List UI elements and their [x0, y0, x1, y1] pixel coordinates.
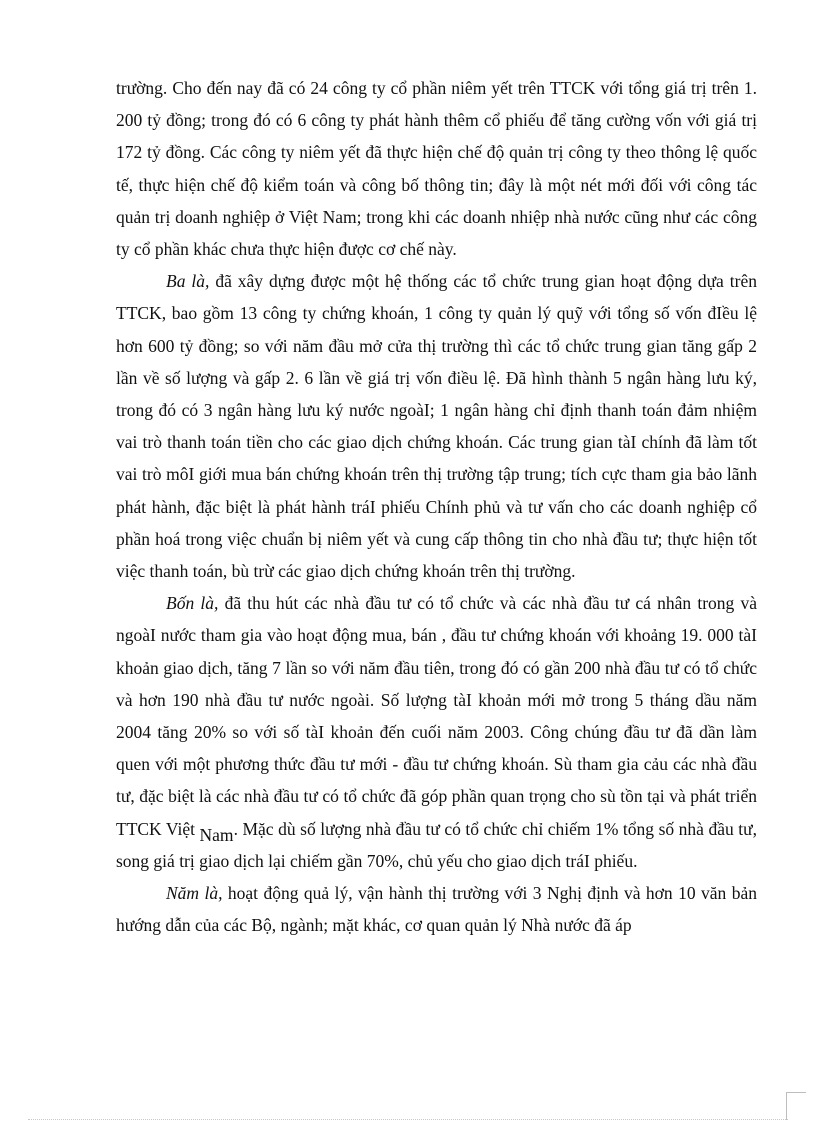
paragraph-lead: Ba là,	[166, 271, 210, 292]
page-corner-mark	[786, 1092, 806, 1093]
subscript-word: Nam	[199, 824, 234, 845]
paragraph-continuation	[116, 72, 757, 265]
paragraph-ba-la	[116, 265, 757, 587]
paragraph-lead: Bốn là,	[166, 593, 219, 614]
paragraph-bon-la	[116, 587, 757, 877]
body-text	[116, 72, 757, 941]
paragraph-text-after: . Mặc dù số lượng nhà đầu tư có tổ chức chỉ chiếm 1% tổng số nhà đầu tư, song giá trị giao dịch lại chiếm gần 70%, chủ yếu cho giao dịch tráI phiếu.	[116, 818, 758, 871]
paragraph-text: đã thu hút các nhà đầu tư có tổ chức và các nhà đầu tư cá nhân trong và ngoàI nước tham gia vào hoạt động mua, bán , đầu tư chứng khoán với khoảng 19. 000 tàI khoản giao dịch, tăng 7 lần so với năm đầu tiên, trong đó có gần 200 nhà đầu tư có tổ chức và hơn 190 nhà đầu tư nước ngoài. Số lượng tàI khoản mới mở trong 5 tháng dầu năm 2004 tăng 20% so với số tàI khoản đến cuối năm 2003. Công chúng đầu tư đã dần làm quen với một phương thức đầu tư mới - đầu tư chứng khoán. Sù tham gia cảu các nhà đầu tư, đặc biệt là các nhà đầu tư có tổ chức đã góp phần quan trọng cho sù tồn tại và phát triển TTCK Việt	[116, 593, 757, 839]
paragraph-text: trường. Cho đến nay đã có 24 công ty cổ phần niêm yết trên TTCK với tổng giá trị trên 1. 200 tỷ đồng; trong đó có 6 công ty phát hành thêm cổ phiếu để tăng cường vốn với giá trị 172 tỷ đồng. Các công ty niêm yết đã thực hiện chế độ quản trị công ty theo thông lệ quốc tế, thực hiện chế độ kiểm toán và công bố thông tin; đây là một nét mới đối với công tác quản trị doanh nghiệp ở Việt Nam; trong khi các doanh nhiệp nhà nước cũng như các công ty cổ phần khác chưa thực hiện được cơ chế này.	[116, 78, 757, 260]
paragraph-text: đã xây dựng được một hệ thống các tổ chức trung gian hoạt động dựa trên TTCK, bao gồm 13 công ty chứng khoán, 1 công ty quản lý quỹ với tổng số vốn đIều lệ hơn 600 tỷ đồng; so với năm đầu mở cửa thị trường thì các tổ chức trung gian tăng gấp 2 lần về số lượng và gấp 2. 6 lần về giá trị vốn điều lệ. Đã hình thành 5 ngân hàng lưu ký, trong đó có 3 ngân hàng lưu ký nước ngoàI; 1 ngân hàng chỉ định thanh toán đảm nhiệm vai trò thanh toán tiền cho các giao dịch chứng khoán. Các trung gian tàI chính đã làm tốt vai trò môI giới mua bán chứng khoán trên thị trường tập trung; tích cực tham gia bảo lãnh phát hành, đặc biệt là phát hành tráI phiếu Chính phủ và tư vấn cho các doanh nghiệp cổ phần hoá trong việc chuẩn bị niêm yết và cung cấp thông tin cho nhà đầu tư; thực hiện tốt việc thanh toán, bù trừ các giao dịch chứng khoán trên thị trường.	[116, 271, 757, 582]
paragraph-nam-la	[116, 877, 757, 941]
page-corner-mark	[786, 1092, 787, 1120]
paragraph-text: hoạt động quả lý, vận hành thị trường với 3 Nghị định và hơn 10 văn bản hướng dẫn của các Bộ, ngành; mặt khác, cơ quan quản lý Nhà nước đã áp	[116, 883, 757, 936]
page-bottom-divider	[28, 1119, 788, 1120]
paragraph-lead: Năm là,	[166, 883, 223, 904]
